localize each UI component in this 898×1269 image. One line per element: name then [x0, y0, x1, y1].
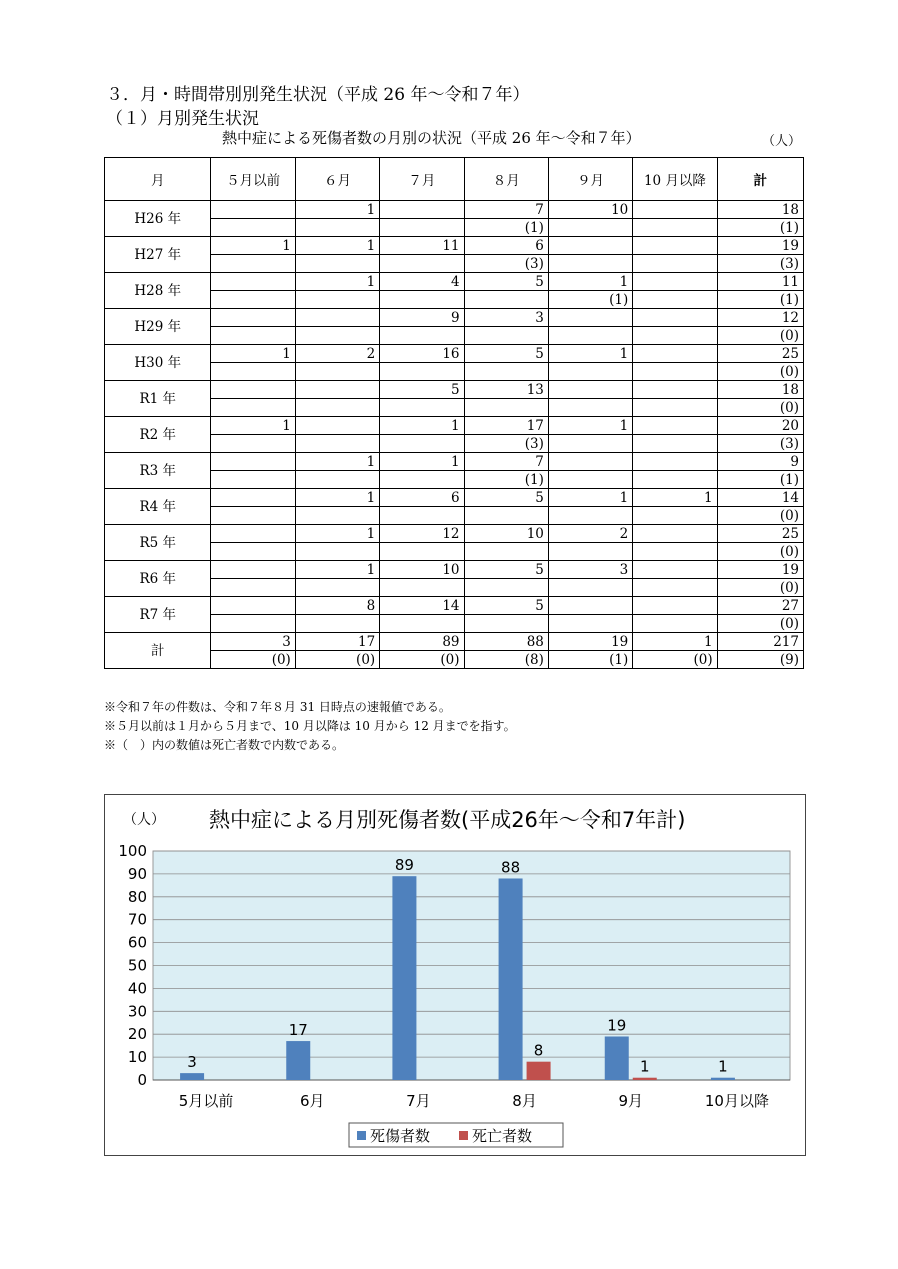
death-cell — [548, 543, 632, 561]
death-cell — [633, 543, 717, 561]
count-cell: 1 — [295, 453, 379, 471]
legend-label-casualties: 死傷者数 — [370, 1127, 431, 1145]
casualty-data-label: 89 — [394, 856, 414, 875]
count-cell: 1 — [295, 201, 379, 219]
death-cell — [295, 471, 379, 489]
y-tick-label: 50 — [127, 956, 147, 975]
count-cell — [548, 381, 632, 399]
count-cell: 19 — [717, 237, 803, 255]
death-cell — [380, 327, 464, 345]
count-cell — [211, 525, 295, 543]
count-cell: 10 — [464, 525, 548, 543]
row-year-label: H26 年 — [105, 201, 211, 237]
count-cell: 5 — [464, 597, 548, 615]
death-cell — [295, 363, 379, 381]
count-cell: 6 — [380, 489, 464, 507]
death-cell — [633, 363, 717, 381]
row-year-label: R3 年 — [105, 453, 211, 489]
count-cell: 13 — [464, 381, 548, 399]
y-tick-label: 90 — [127, 864, 147, 883]
count-cell: 8 — [295, 597, 379, 615]
casualty-bar — [605, 1036, 629, 1080]
count-cell — [633, 273, 717, 291]
death-cell: (0) — [211, 651, 295, 669]
x-tick-label: 10月以降 — [704, 1092, 769, 1110]
chart-unit-label: （人） — [123, 812, 165, 828]
count-cell: 1 — [548, 417, 632, 435]
count-cell: 1 — [633, 633, 717, 651]
count-cell — [633, 561, 717, 579]
death-cell: (0) — [717, 579, 803, 597]
count-cell: 1 — [380, 417, 464, 435]
death-cell — [211, 471, 295, 489]
y-tick-label: 80 — [127, 887, 147, 906]
death-cell — [464, 327, 548, 345]
death-cell — [548, 399, 632, 417]
death-cell — [464, 579, 548, 597]
count-cell: 7 — [464, 201, 548, 219]
death-cell: (0) — [717, 543, 803, 561]
death-cell — [211, 579, 295, 597]
table-row — [105, 525, 804, 543]
death-cell: (1) — [548, 291, 632, 309]
header-june: ６月 — [295, 158, 379, 201]
y-tick-label: 0 — [137, 1071, 147, 1089]
death-cell — [464, 399, 548, 417]
count-cell: 19 — [717, 561, 803, 579]
count-cell: 5 — [464, 273, 548, 291]
death-cell — [633, 435, 717, 453]
monthly-casualty-chart — [104, 794, 806, 1156]
count-cell: 1 — [211, 417, 295, 435]
count-cell — [211, 453, 295, 471]
death-cell — [211, 507, 295, 525]
table-row — [105, 381, 804, 399]
death-cell — [464, 363, 548, 381]
legend-swatch-casualties — [357, 1131, 366, 1140]
table-row — [105, 453, 804, 471]
table-row — [105, 597, 804, 615]
count-cell: 3 — [464, 309, 548, 327]
death-cell — [464, 291, 548, 309]
death-cell — [548, 219, 632, 237]
death-cell — [211, 435, 295, 453]
death-cell: (8) — [464, 651, 548, 669]
casualty-bar — [711, 1078, 735, 1080]
row-year-label: R7 年 — [105, 597, 211, 633]
death-cell — [295, 291, 379, 309]
row-year-label: R4 年 — [105, 489, 211, 525]
death-cell — [380, 471, 464, 489]
death-cell: (0) — [717, 327, 803, 345]
count-cell: 7 — [464, 453, 548, 471]
death-cell: (0) — [717, 615, 803, 633]
death-cell — [633, 255, 717, 273]
death-cell — [548, 507, 632, 525]
casualty-data-label: 19 — [607, 1016, 627, 1035]
table-header-row — [105, 158, 804, 201]
count-cell — [633, 237, 717, 255]
count-cell: 89 — [380, 633, 464, 651]
death-cell — [464, 543, 548, 561]
count-cell: 5 — [464, 345, 548, 363]
death-cell — [380, 507, 464, 525]
count-cell: 11 — [380, 237, 464, 255]
count-cell — [211, 201, 295, 219]
count-cell: 217 — [717, 633, 803, 651]
y-tick-label: 60 — [127, 933, 147, 952]
count-cell: 1 — [211, 345, 295, 363]
count-cell — [548, 597, 632, 615]
count-cell — [548, 237, 632, 255]
count-cell — [633, 381, 717, 399]
y-tick-label: 10 — [127, 1048, 147, 1067]
count-cell — [295, 381, 379, 399]
table-row — [105, 273, 804, 291]
death-cell — [211, 219, 295, 237]
count-cell — [633, 525, 717, 543]
count-cell: 2 — [295, 345, 379, 363]
death-cell — [548, 435, 632, 453]
x-tick-label: 7月 — [406, 1092, 431, 1110]
death-cell: (1) — [548, 651, 632, 669]
death-cell — [211, 363, 295, 381]
count-cell: 1 — [211, 237, 295, 255]
count-cell: 1 — [295, 525, 379, 543]
death-data-label: 8 — [533, 1041, 544, 1060]
death-cell — [211, 615, 295, 633]
count-cell: 1 — [548, 273, 632, 291]
count-cell: 1 — [548, 345, 632, 363]
note-line: ※５月以前は１月から５月まで、10 月以降は 10 月から 12 月までを指す。 — [104, 719, 516, 733]
death-cell — [380, 435, 464, 453]
count-cell: 17 — [295, 633, 379, 651]
death-cell: (1) — [464, 219, 548, 237]
death-cell: (0) — [633, 651, 717, 669]
death-cell — [380, 219, 464, 237]
count-cell — [633, 309, 717, 327]
count-cell: 5 — [380, 381, 464, 399]
row-year-label: H28 年 — [105, 273, 211, 309]
count-cell: 3 — [211, 633, 295, 651]
death-cell: (1) — [717, 219, 803, 237]
table-unit: （人） — [762, 134, 802, 149]
count-cell: 1 — [295, 237, 379, 255]
y-tick-label: 40 — [127, 979, 147, 998]
casualty-data-label: 3 — [187, 1053, 197, 1072]
death-cell: (3) — [717, 255, 803, 273]
death-cell — [295, 543, 379, 561]
casualty-data-label: 17 — [288, 1021, 308, 1040]
death-cell — [295, 507, 379, 525]
death-cell — [380, 363, 464, 381]
death-cell — [211, 399, 295, 417]
y-tick-label: 100 — [118, 842, 147, 860]
death-cell: (3) — [464, 255, 548, 273]
death-cell — [633, 219, 717, 237]
death-cell — [380, 615, 464, 633]
x-tick-label: 6月 — [299, 1092, 325, 1110]
subsection-heading: （１）月別発生状況 — [106, 109, 259, 129]
row-year-label: R6 年 — [105, 561, 211, 597]
death-cell: (1) — [464, 471, 548, 489]
death-cell — [295, 435, 379, 453]
death-cell — [548, 471, 632, 489]
table-row — [105, 633, 804, 651]
count-cell — [633, 453, 717, 471]
death-cell: (0) — [380, 651, 464, 669]
count-cell: 1 — [295, 273, 379, 291]
count-cell — [295, 309, 379, 327]
count-cell: 1 — [295, 489, 379, 507]
count-cell — [380, 201, 464, 219]
casualty-bar — [392, 876, 416, 1080]
header-september: ９月 — [548, 158, 632, 201]
count-cell: 12 — [380, 525, 464, 543]
count-cell — [211, 381, 295, 399]
x-tick-label: 8月 — [512, 1092, 537, 1110]
chart-title: 熱中症による月別死傷者数(平成26年～令和7年計) — [209, 808, 686, 832]
row-year-label: R1 年 — [105, 381, 211, 417]
header-before-may: ５月以前 — [211, 158, 295, 201]
count-cell: 88 — [464, 633, 548, 651]
y-tick-label: 30 — [127, 1002, 147, 1021]
row-year-label: H27 年 — [105, 237, 211, 273]
death-cell: (3) — [464, 435, 548, 453]
y-tick-label: 70 — [127, 910, 147, 929]
table-row — [105, 417, 804, 435]
death-cell — [633, 291, 717, 309]
count-cell: 17 — [464, 417, 548, 435]
death-cell — [633, 615, 717, 633]
header-august: ８月 — [464, 158, 548, 201]
count-cell: 10 — [380, 561, 464, 579]
death-cell — [295, 327, 379, 345]
casualty-bar — [286, 1041, 310, 1080]
death-cell — [380, 291, 464, 309]
table-row — [105, 237, 804, 255]
count-cell: 19 — [548, 633, 632, 651]
count-cell — [295, 417, 379, 435]
count-cell — [633, 345, 717, 363]
death-cell — [380, 579, 464, 597]
table-row — [105, 561, 804, 579]
casualty-bar — [499, 878, 523, 1080]
death-cell — [633, 399, 717, 417]
death-cell — [211, 327, 295, 345]
count-cell — [633, 597, 717, 615]
count-cell — [211, 489, 295, 507]
note-line: ※（ ）内の数値は死亡者数で内数である。 — [104, 738, 345, 752]
header-july: ７月 — [380, 158, 464, 201]
count-cell — [211, 273, 295, 291]
death-cell: (0) — [717, 399, 803, 417]
header-after-october: 10 月以降 — [633, 158, 717, 201]
casualty-bar — [180, 1073, 204, 1080]
count-cell — [211, 597, 295, 615]
count-cell: 1 — [295, 561, 379, 579]
death-cell — [295, 255, 379, 273]
x-tick-label: 5月以前 — [178, 1092, 234, 1110]
table-notes — [104, 698, 516, 755]
death-cell: (0) — [295, 651, 379, 669]
death-cell — [548, 615, 632, 633]
count-cell: 3 — [548, 561, 632, 579]
count-cell: 16 — [380, 345, 464, 363]
count-cell: 18 — [717, 381, 803, 399]
death-cell: (3) — [717, 435, 803, 453]
death-cell — [633, 507, 717, 525]
death-cell — [464, 615, 548, 633]
header-total: 計 — [717, 158, 803, 201]
count-cell: 5 — [464, 561, 548, 579]
count-cell: 4 — [380, 273, 464, 291]
row-year-label: H29 年 — [105, 309, 211, 345]
count-cell: 2 — [548, 525, 632, 543]
death-cell — [211, 543, 295, 561]
count-cell: 1 — [380, 453, 464, 471]
monthly-casualty-table — [104, 157, 804, 669]
death-cell — [633, 327, 717, 345]
count-cell — [633, 417, 717, 435]
death-cell — [548, 255, 632, 273]
legend-label-deaths: 死亡者数 — [472, 1127, 533, 1145]
casualty-data-label: 88 — [501, 858, 521, 877]
death-cell — [633, 579, 717, 597]
row-year-label: 計 — [105, 633, 211, 669]
death-cell — [548, 363, 632, 381]
death-cell — [295, 399, 379, 417]
death-bar — [527, 1062, 551, 1080]
table-row — [105, 345, 804, 363]
count-cell: 12 — [717, 309, 803, 327]
death-data-label: 1 — [639, 1057, 650, 1076]
death-cell — [548, 579, 632, 597]
death-cell — [380, 255, 464, 273]
count-cell: 5 — [464, 489, 548, 507]
count-cell: 25 — [717, 345, 803, 363]
death-cell: (0) — [717, 507, 803, 525]
row-year-label: R2 年 — [105, 417, 211, 453]
y-tick-label: 20 — [127, 1025, 147, 1044]
count-cell: 1 — [548, 489, 632, 507]
death-cell: (9) — [717, 651, 803, 669]
count-cell — [633, 201, 717, 219]
count-cell: 9 — [717, 453, 803, 471]
count-cell — [211, 561, 295, 579]
section-heading: ３．月・時間帯別別発生状況（平成 26 年～令和７年） — [106, 85, 530, 105]
death-cell: (0) — [717, 363, 803, 381]
count-cell: 14 — [717, 489, 803, 507]
row-year-label: R5 年 — [105, 525, 211, 561]
death-cell — [295, 615, 379, 633]
row-year-label: H30 年 — [105, 345, 211, 381]
count-cell: 18 — [717, 201, 803, 219]
count-cell: 27 — [717, 597, 803, 615]
casualty-data-label: 1 — [718, 1057, 728, 1076]
count-cell — [548, 309, 632, 327]
death-cell: (1) — [717, 471, 803, 489]
table-row — [105, 201, 804, 219]
death-cell — [295, 219, 379, 237]
death-cell — [464, 507, 548, 525]
count-cell: 10 — [548, 201, 632, 219]
count-cell — [548, 453, 632, 471]
count-cell: 14 — [380, 597, 464, 615]
chart-svg — [105, 795, 805, 1155]
count-cell: 1 — [633, 489, 717, 507]
death-bar — [633, 1078, 657, 1080]
count-cell: 6 — [464, 237, 548, 255]
count-cell: 9 — [380, 309, 464, 327]
count-cell: 25 — [717, 525, 803, 543]
death-cell — [211, 255, 295, 273]
count-cell: 20 — [717, 417, 803, 435]
note-line: ※令和７年の件数は、令和７年８月 31 日時点の速報値である。 — [104, 700, 451, 714]
table-row — [105, 309, 804, 327]
table-row — [105, 489, 804, 507]
death-cell — [380, 543, 464, 561]
count-cell: 11 — [717, 273, 803, 291]
legend-swatch-deaths — [459, 1131, 468, 1140]
death-cell — [380, 399, 464, 417]
death-cell — [211, 291, 295, 309]
death-cell — [633, 471, 717, 489]
count-cell — [211, 309, 295, 327]
x-tick-label: 9月 — [618, 1092, 644, 1110]
header-month: 月 — [105, 158, 211, 201]
death-cell — [548, 327, 632, 345]
table-caption: 熱中症による死傷者数の月別の状況（平成 26 年～令和７年） — [222, 129, 641, 147]
death-cell — [295, 579, 379, 597]
death-cell: (1) — [717, 291, 803, 309]
